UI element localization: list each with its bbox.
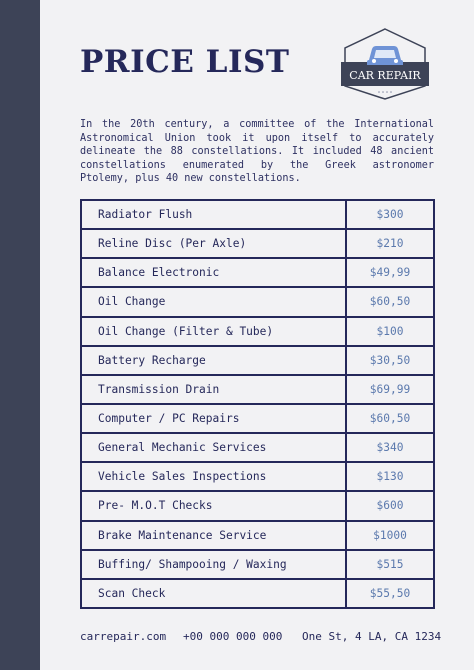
service-cell: Transmission Drain xyxy=(81,375,346,404)
table-row xyxy=(81,404,434,433)
service-cell: Oil Change xyxy=(81,287,346,316)
price-cell: $60,50 xyxy=(346,404,434,433)
price-cell: $600 xyxy=(346,491,434,520)
table-row xyxy=(81,462,434,491)
price-cell: $100 xyxy=(346,317,434,346)
table-row xyxy=(81,317,434,346)
service-cell: Battery Recharge xyxy=(81,346,346,375)
table-row xyxy=(81,200,434,229)
service-cell: Pre- M.O.T Checks xyxy=(81,491,346,520)
footer-website: carrepair.com xyxy=(80,630,167,643)
table-row xyxy=(81,287,434,316)
car-repair-logo xyxy=(341,27,429,101)
service-cell: Radiator Flush xyxy=(81,200,346,229)
service-cell: Oil Change (Filter & Tube) xyxy=(81,317,346,346)
price-cell: $30,50 xyxy=(346,346,434,375)
table-row xyxy=(81,375,434,404)
price-cell: $49,99 xyxy=(346,258,434,287)
price-cell: $515 xyxy=(346,550,434,579)
price-table xyxy=(80,199,435,609)
intro-paragraph: In the 20th century, a committee of the International Astronomical Union took it upon itself to accurately delineate the 88 constellations. It included 48 ancient constellations enumerated by the Greek astronomer Ptolemy, plus 40 new constellations. xyxy=(80,119,434,184)
service-cell: Scan Check xyxy=(81,579,346,608)
price-cell: $300 xyxy=(346,200,434,229)
sidebar-band xyxy=(0,0,40,670)
price-cell: $130 xyxy=(346,462,434,491)
page-title: PRICE LIST xyxy=(80,44,290,80)
price-cell: $69,99 xyxy=(346,375,434,404)
service-cell: Vehicle Sales Inspections xyxy=(81,462,346,491)
footer-address: One St, 4 LA, CA 1234 xyxy=(302,630,442,643)
price-cell: $340 xyxy=(346,433,434,462)
table-row xyxy=(81,521,434,550)
price-cell: $55,50 xyxy=(346,579,434,608)
table-row xyxy=(81,346,434,375)
table-row xyxy=(81,433,434,462)
car-icon xyxy=(367,46,403,65)
logo-text: CAR REPAIR xyxy=(349,69,421,82)
table-row xyxy=(81,491,434,520)
service-cell: Reline Disc (Per Axle) xyxy=(81,229,346,258)
service-cell: Balance Electronic xyxy=(81,258,346,287)
price-cell: $210 xyxy=(346,229,434,258)
table-row xyxy=(81,579,434,608)
service-cell: Computer / PC Repairs xyxy=(81,404,346,433)
table-row xyxy=(81,229,434,258)
table-row xyxy=(81,258,434,287)
logo-shape xyxy=(341,27,429,101)
price-cell: $60,50 xyxy=(346,287,434,316)
table-row xyxy=(81,550,434,579)
service-cell: Buffing/ Shampooing / Waxing xyxy=(81,550,346,579)
service-cell: General Mechanic Services xyxy=(81,433,346,462)
footer-phone: +00 000 000 000 xyxy=(183,630,283,643)
price-cell: $1000 xyxy=(346,521,434,550)
service-cell: Brake Maintenance Service xyxy=(81,521,346,550)
